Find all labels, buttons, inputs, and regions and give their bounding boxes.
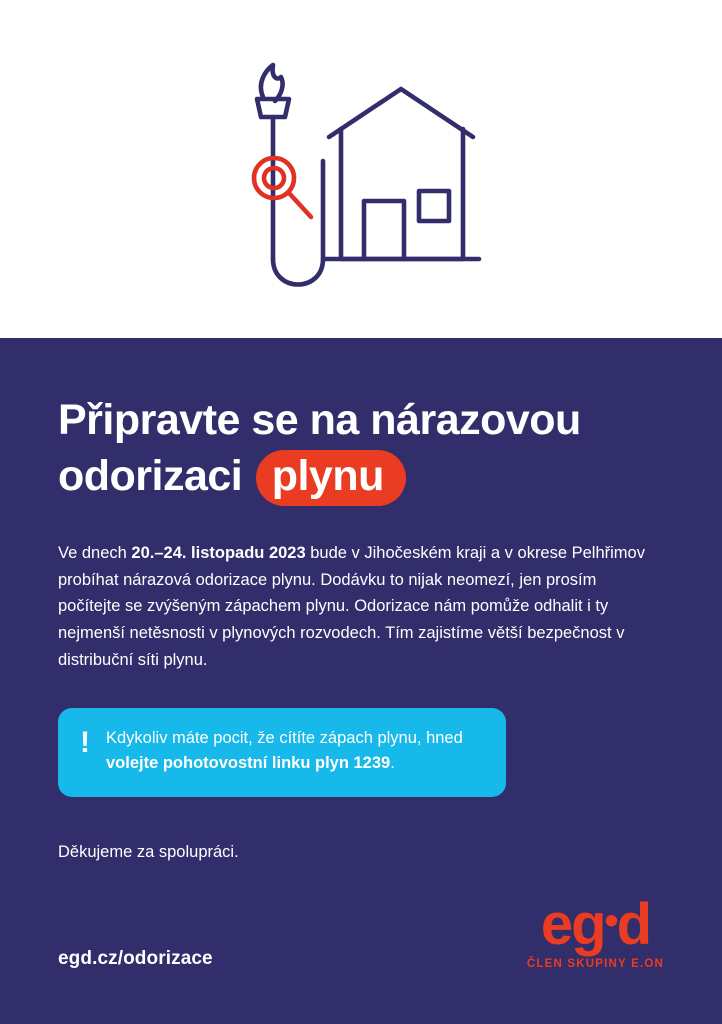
headline-highlight: plynu bbox=[256, 450, 406, 506]
headline-line-1: Připravte se na nárazovou bbox=[58, 396, 581, 444]
logo-text-right: d bbox=[616, 891, 650, 957]
callout-text bbox=[106, 726, 482, 777]
footer bbox=[58, 891, 664, 970]
logo-subtitle: ČLEN SKUPINY E.ON bbox=[526, 958, 664, 970]
paragraph-part-1: Ve dnech bbox=[58, 543, 132, 562]
paragraph-date-range: 20.–24. listopadu 2023 bbox=[131, 543, 306, 562]
callout-text-part-2: . bbox=[390, 754, 395, 773]
emergency-callout bbox=[58, 708, 506, 797]
page-title bbox=[58, 338, 664, 506]
exclamation-mark-icon: ! bbox=[80, 725, 90, 759]
logo-text-left: eg bbox=[540, 891, 605, 957]
logo-wordmark bbox=[527, 891, 664, 957]
illustration-band bbox=[0, 0, 722, 338]
paragraph-part-2: bude v Jihočeském kraji a v okrese Pelhřimov probíhat nárazová odorizace plynu. Dodávku to nijak neomezí, jen prosím počítejte se zvýšeným zápachem plynu. Odorizace nám pomůže odhalit i ty nejmenší netěsnosti v plynových rozvodech. Tím zajistíme větší bezpečnost v distribuční síti plynu. bbox=[58, 543, 645, 669]
website-url[interactable]: egd.cz/odorizace bbox=[58, 948, 213, 969]
callout-text-part-1: Kdykoliv máte pocit, že cítíte zápach plynu, hned bbox=[106, 728, 463, 747]
egd-logo bbox=[526, 891, 664, 970]
headline-plain-text: odorizaci bbox=[58, 451, 243, 500]
content-panel bbox=[0, 338, 722, 1024]
callout-emergency-line: volejte pohotovostní linku plyn 1239 bbox=[106, 754, 391, 773]
body-paragraph bbox=[58, 540, 650, 674]
thanks-text: Děkujeme za spolupráci. bbox=[58, 842, 239, 861]
headline-line-2 bbox=[58, 450, 664, 506]
logo-dot: • bbox=[604, 898, 617, 943]
gas-flame-leak-detector-house-illustration bbox=[201, 41, 531, 301]
